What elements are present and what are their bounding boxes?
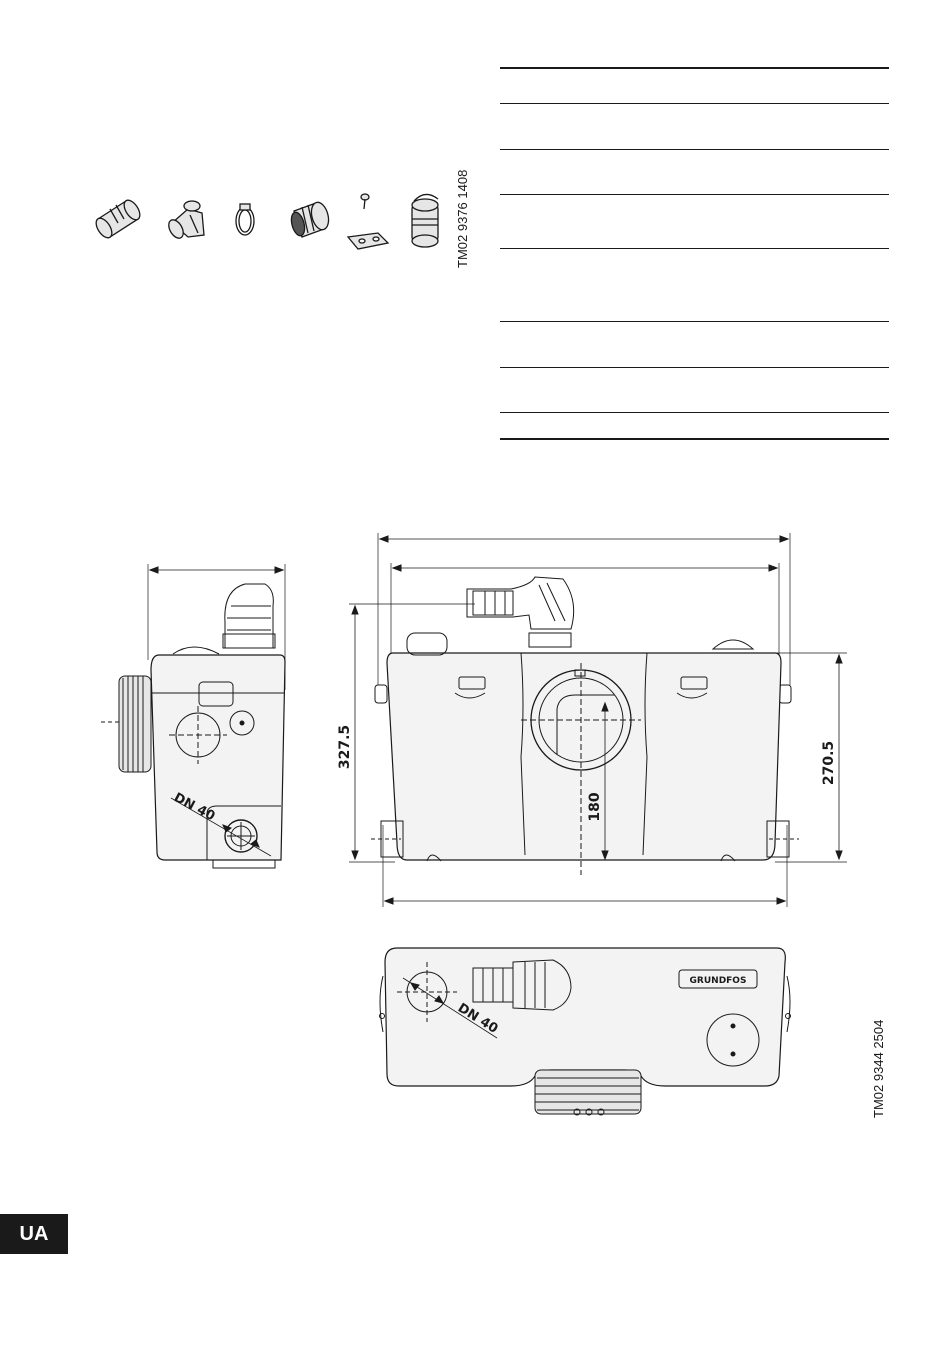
dim-height-total: 327.5 <box>337 724 353 770</box>
straight-connector-icon <box>93 198 143 241</box>
table-rule <box>500 321 889 322</box>
dim-inlet-height: 180 <box>587 792 603 822</box>
hose-clamp-icon <box>236 204 254 235</box>
side-view-drawing <box>95 560 305 880</box>
elbow-connector-icon <box>166 201 204 241</box>
table-rule <box>500 412 889 413</box>
table-rule <box>500 67 889 69</box>
language-badge: UA <box>0 1214 68 1254</box>
dim-height-body: 270.5 <box>821 740 837 786</box>
mounting-bracket-icon <box>348 233 388 249</box>
brand-logo: GRUNDFOS <box>689 976 747 986</box>
top-dn-label: DN 40 <box>454 1000 501 1037</box>
drawing-figure-code: TM02 9344 2504 <box>871 1019 886 1118</box>
accessories-figure-code: TM02 9376 1408 <box>455 169 470 268</box>
table-rule <box>500 438 889 440</box>
table-rule <box>500 103 889 104</box>
accessories-illustration <box>80 185 440 265</box>
table-rule <box>500 248 889 249</box>
rubber-sleeve-icon <box>289 200 331 237</box>
screw-icon <box>361 194 369 209</box>
top-view-drawing <box>375 940 795 1125</box>
table-rule <box>500 367 889 368</box>
table-rule <box>500 149 889 150</box>
table-rule <box>500 194 889 195</box>
front-view-drawing <box>335 525 855 920</box>
non-return-valve-icon <box>412 194 438 247</box>
side-dn-label: DN 40 <box>171 790 218 825</box>
